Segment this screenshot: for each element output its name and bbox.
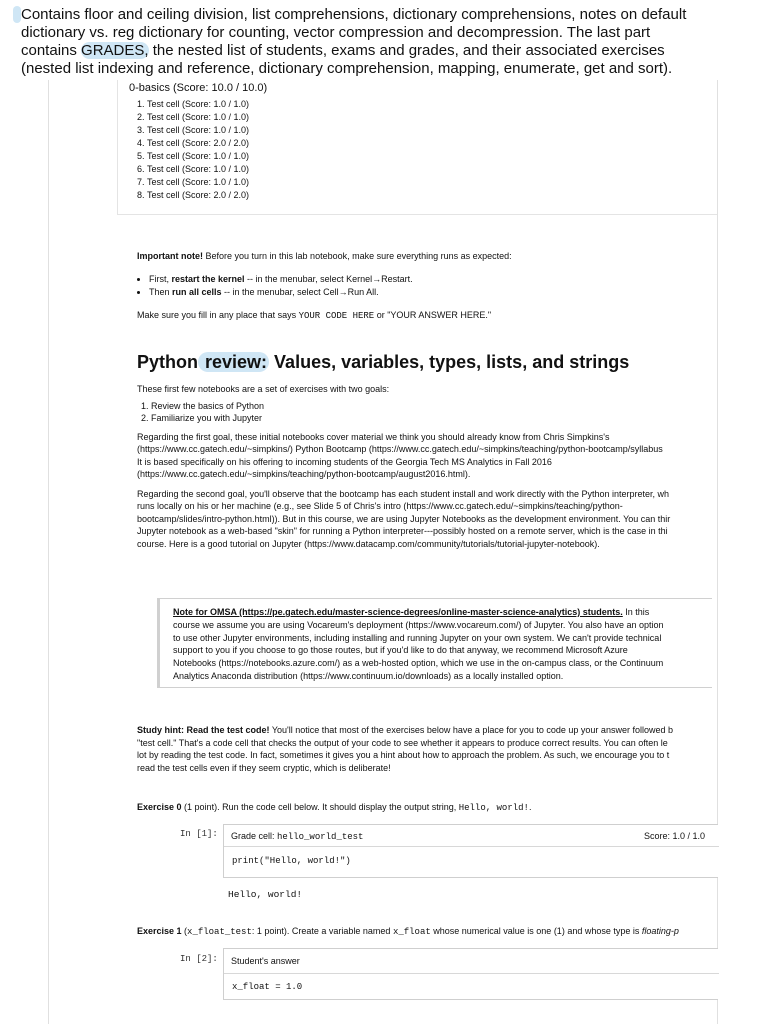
grade-item: 7. Test cell (Score: 1.0 / 1.0) xyxy=(147,176,249,189)
paragraph-first-goal xyxy=(137,431,717,481)
paragraph-line: Jupyter notebook as a web-based "skin" for running a Python interpreter---possibly hosted on a remote server, which is the case in thi xyxy=(137,526,668,536)
fill-code: YOUR CODE HERE xyxy=(298,310,375,321)
azure-url-line[interactable]: Notebooks (https://notebooks.azure.com/) as a web-hosted option, which we use in the on-campus class, or the Continuum xyxy=(173,658,664,669)
exercise-text: (1 point). Run the code cell below. It should display the output string, xyxy=(181,802,459,812)
student-answer-label: Student's answer xyxy=(231,956,300,966)
step-text: First, xyxy=(149,273,172,284)
notebook-content xyxy=(137,250,717,322)
cell-header-divider xyxy=(224,973,719,974)
annotation-line: dictionary vs. reg dictionary for counting, vector compression and decompression. The last part xyxy=(21,24,651,41)
grade-item: 1. Test cell (Score: 1.0 / 1.0) xyxy=(147,98,249,111)
grade-item: 4. Test cell (Score: 2.0 / 2.0) xyxy=(147,137,249,150)
simpkins-link-line[interactable]: (https://www.cc.gatech.edu/~simpkins/) Python Bootcamp (https://www.cc.gatech.edu/~simpkins/teaching/python-bootcamp/syllabus xyxy=(137,444,663,454)
goal-list xyxy=(137,400,717,425)
anaconda-link-line[interactable]: Analytics Anaconda distribution (https://www.continuum.io/downloads) as a locally installed option. xyxy=(173,670,564,681)
cell-header-divider xyxy=(224,846,719,847)
grade-cell-id: hello_world_test xyxy=(277,832,364,842)
paragraph-line: bootcamp/slides/intro-python.html)). But in this course, we are using Jupyter Notebooks as the development environment. You can thir xyxy=(137,513,671,524)
fill-in-note xyxy=(137,309,717,323)
fill-text: Make sure you fill in any place that says xyxy=(137,309,299,320)
heading-part: Values, variables, types, lists, and strings xyxy=(269,352,630,372)
code-cell-1[interactable] xyxy=(223,824,718,878)
steps-list xyxy=(137,273,717,299)
study-line: "test cell." That's a code cell that checks the output of your code to see whether it appears to produce correct results. You can often le xyxy=(137,737,668,748)
step-bold: run all cells xyxy=(172,287,222,297)
paragraph-line: Regarding the first goal, these initial notebooks cover material we think you should already know from Chris Simpkins's xyxy=(137,431,610,442)
exercise-1-title: Exercise 1 xyxy=(137,926,182,936)
azure-link-line[interactable]: support to you if you choose to go those routes, but if you'd like to do that anyway, we recommend Microsoft Azure xyxy=(173,645,628,656)
exercise-code: x_float xyxy=(392,927,431,937)
study-hint xyxy=(137,724,717,774)
grade-summary-title: 0-basics (Score: 10.0 / 10.0) xyxy=(129,82,268,94)
cell-source[interactable]: x_float = 1.0 xyxy=(232,982,303,992)
step-restart xyxy=(149,273,717,286)
grade-item: 5. Test cell (Score: 1.0 / 1.0) xyxy=(147,150,249,163)
section-heading xyxy=(137,352,629,373)
annotation-text: the nested list of students, exams and grades, and their associated exercises xyxy=(148,42,665,59)
study-text: You'll notice that most of the exercises below have a place for you to code up your answer followed b xyxy=(269,725,673,735)
exercise-text: ( xyxy=(181,926,188,936)
exercise-emphasis: floating-p xyxy=(641,926,679,936)
exercise-code: Hello, world! xyxy=(458,803,529,813)
bootcamp-link-line[interactable]: (https://www.cc.gatech.edu/~simpkins/teaching/python-bootcamp/august2016.html). xyxy=(137,469,471,479)
step-text: -- in the menubar, select Cell→Run All. xyxy=(221,287,379,297)
exercise-1-description xyxy=(137,925,717,939)
grade-summary xyxy=(117,80,717,215)
exercise-0-description xyxy=(137,801,717,815)
cell-prompt-1: In [1]: xyxy=(180,829,218,839)
step-text: Then xyxy=(149,287,173,297)
cell-source[interactable]: print("Hello, world!") xyxy=(232,856,351,866)
paragraph-line: It is based specifically on his offering to incoming students of the Georgia Tech MS Analytics in Fall 2016 xyxy=(137,456,552,467)
grade-cell-text: Grade cell: xyxy=(231,831,278,841)
annotation-line: Contains floor and ceiling division, list comprehensions, dictionary comprehensions, notes on default xyxy=(21,6,687,23)
cell-output: Hello, world! xyxy=(228,889,303,900)
paragraph-line: Regarding the second goal, you'll observe that the bootcamp has each student install and work directly with the Python interpreter, wh xyxy=(137,488,670,499)
important-text: Before you turn in this lab notebook, make sure everything runs as expected: xyxy=(203,251,512,261)
goal-item: 2. Familiarize you with Jupyter xyxy=(151,412,717,425)
fill-text: or "YOUR ANSWER HERE." xyxy=(374,309,492,320)
grade-item: 6. Test cell (Score: 1.0 / 1.0) xyxy=(147,163,249,176)
exercise-code: x_float_test xyxy=(187,927,252,937)
step-bold: restart the kernel xyxy=(171,273,245,284)
grade-item: 8. Test cell (Score: 2.0 / 2.0) xyxy=(147,189,249,202)
heading-highlight: review: xyxy=(200,352,268,372)
annotation-text: contains xyxy=(21,42,82,59)
exercise-text: : 1 point). Create a variable named xyxy=(251,926,393,936)
grade-list xyxy=(129,98,249,202)
important-note xyxy=(137,250,717,263)
omsa-link[interactable]: Note for OMSA (https://pe.gatech.edu/master-science-degrees/online-master-science-analytics) students. xyxy=(173,607,623,617)
exercise-0-title: Exercise 0 xyxy=(137,802,182,812)
code-cell-2[interactable] xyxy=(223,948,718,1000)
heading-part: Python xyxy=(137,352,198,372)
exercise-text: . xyxy=(528,802,532,812)
note-line: to use other Jupyter environments, including installing and running Jupyter on your own system. We can't provide technical xyxy=(173,632,662,643)
exercise-text: whose numerical value is one (1) and whose type is xyxy=(430,926,642,936)
study-line: lot by reading the test code. In fact, sometimes it gives you a hint about how to approach the problem. As such, we encourage you to t xyxy=(137,750,670,760)
step-run-all xyxy=(149,286,717,299)
grade-cell-label xyxy=(231,831,363,842)
cell-score: Score: 1.0 / 1.0 xyxy=(644,831,706,841)
cell-prompt-2: In [2]: xyxy=(180,954,218,964)
section-intro: These first few notebooks are a set of exercises with two goals: xyxy=(137,384,390,394)
slide-link-line[interactable]: runs locally on his or her machine (e.g., see Slide 5 of Chris's intro (https://www.cc.gatech.edu/~simpkins/teaching/python- xyxy=(137,501,623,511)
annotation-line: (nested list indexing and reference, dictionary comprehension, mapping, enumerate, get and sort). xyxy=(21,60,673,77)
grade-item: 3. Test cell (Score: 1.0 / 1.0) xyxy=(147,124,249,137)
goal-item: 1. Review the basics of Python xyxy=(151,400,717,413)
omsa-note-box xyxy=(157,598,712,688)
study-line: read the test cells even if they seem cryptic, which is deliberate! xyxy=(137,762,391,773)
annotation-highlight-grades: GRADES, xyxy=(81,42,149,59)
step-text: -- in the menubar, select Kernel→Restart. xyxy=(244,273,413,284)
annotation-highlight xyxy=(13,6,21,23)
vocareum-link-line[interactable]: course we assume you are using Vocareum's deployment (https://www.vocareum.com/) of Jupyter. You also have an option xyxy=(173,619,664,630)
important-bold: Important note! xyxy=(137,251,203,261)
annotation-note xyxy=(0,0,768,80)
study-hint-bold: Study hint: Read the test code! xyxy=(137,725,270,735)
section-body xyxy=(137,383,717,550)
paragraph-second-goal xyxy=(137,488,717,551)
note-text: In this xyxy=(622,607,650,617)
jupyter-link-line[interactable]: course. Here is a good tutorial on Jupyter (https://www.datacamp.com/community/tutorials/tutorial-jupyter-notebook). xyxy=(137,538,600,549)
grade-item: 2. Test cell (Score: 1.0 / 1.0) xyxy=(147,111,249,124)
